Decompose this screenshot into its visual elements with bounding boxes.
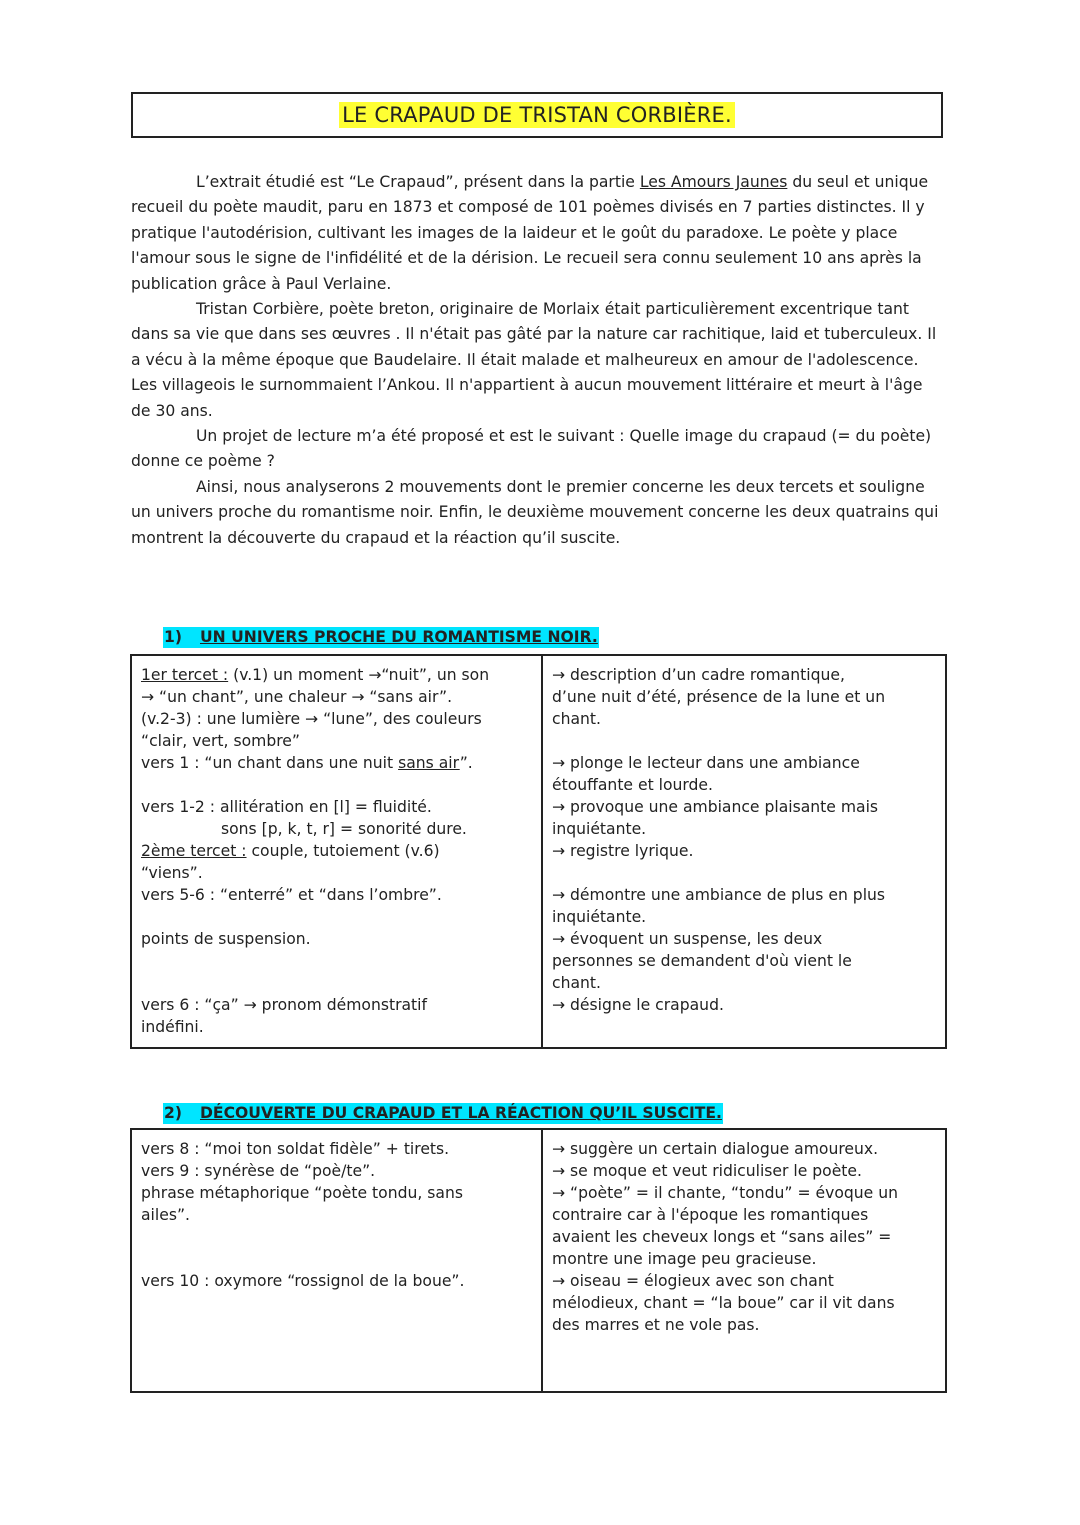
analysis-line: vers 9 : synérèse de “poè/te”. [141, 1162, 376, 1180]
interpretation-line: étouffante et lourde. [552, 776, 713, 794]
interpretation-line: chant. [552, 710, 601, 728]
interpretation-line: inquiétante. [552, 908, 647, 926]
interpretation-line: → provoque une ambiance plaisante mais [552, 798, 879, 816]
analysis-line: (v.1) un moment →“nuit”, un son [228, 666, 490, 684]
analysis-line: ”. [459, 754, 473, 772]
interpretation-line: inquiétante. [552, 820, 647, 838]
interpretation-line: contraire car à l'époque les romantiques [552, 1206, 869, 1224]
analysis-column [131, 655, 542, 1048]
table-row [131, 1129, 946, 1392]
intro-p1-text: L’extrait étudié est “Le Crapaud”, présent dans la partie [196, 173, 640, 191]
analysis-line: vers 1-2 : allitération en [l] = fluidité. [141, 798, 432, 816]
analysis-line: vers 1 : “un chant dans une nuit [141, 754, 399, 772]
interpretation-line: → oiseau = élogieux avec son chant [552, 1272, 834, 1290]
interpretation-line: → se moque et veut ridiculiser le poète. [552, 1162, 862, 1180]
analysis-line: vers 10 : oxymore “rossignol de la boue”. [141, 1272, 465, 1290]
book-title: Les Amours Jaunes [639, 173, 788, 191]
analysis-line: indéfini. [141, 1018, 204, 1036]
interpretation-line: d’une nuit d’été, présence de la lune et un [552, 688, 886, 706]
analysis-line: phrase métaphorique “poète tondu, sans [141, 1184, 463, 1202]
analysis-line: “clair, vert, sombre” [141, 732, 300, 750]
section-2-title: DÉCOUVERTE DU CRAPAUD ET LA RÉACTION QU’IL SUSCITE. [199, 1104, 722, 1122]
underlined-quote: sans air [398, 754, 460, 772]
title-box [131, 92, 943, 138]
intro-p1-text-cont: du seul et unique recueil du poète maudit, paru en 1873 et composé de 101 poèmes divisés en 7 parties distinctes. Il y pratique l'autodérision, cultivant les images de la laideur et le goût du paradoxe. Le poète y place l'amour sous le signe de l'infidélité et de la dérision. Le recueil sera connu seulement 10 ans après la publication grâce à Paul Verlaine. [131, 173, 929, 293]
interpretation-line: → désigne le crapaud. [552, 996, 724, 1014]
second-tercet-label: 2ème tercet : [141, 842, 247, 860]
analysis-column [131, 1129, 542, 1392]
section-1-title: UN UNIVERS PROCHE DU ROMANTISME NOIR. [199, 628, 598, 646]
section-2-heading [163, 1103, 723, 1124]
analysis-line: → “un chant”, une chaleur → “sans air”. [141, 688, 453, 706]
intro-paragraph-1 [131, 170, 943, 297]
analysis-line: points de suspension. [141, 930, 311, 948]
analysis-line: vers 8 : “moi ton soldat fidèle” + tirets. [141, 1140, 450, 1158]
section-1-table [130, 654, 947, 1049]
interpretation-line: chant. [552, 974, 601, 992]
section-1-heading [163, 627, 599, 648]
interpretation-line: des marres et ne vole pas. [552, 1316, 760, 1334]
table-row [131, 655, 946, 1048]
interpretation-line: avaient les cheveux longs et “sans ailes” = [552, 1228, 892, 1246]
introduction [131, 170, 943, 551]
analysis-line: vers 5-6 : “enterré” et “dans l’ombre”. [141, 886, 442, 904]
intro-paragraph-2: Tristan Corbière, poète breton, originaire de Morlaix était particulièrement excentrique tant dans sa vie que dans ses œuvres . Il n'était pas gâté par la nature car rachitique, laid et tuberculeux. Il a vécu à la même époque que Baudelaire. Il était malade et malheureux en amour de l'adolescence. Les villageois le surnommaient l’Ankou. Il n'appartient à aucun mouvement littéraire et meurt à l'âge de 30 ans. [131, 300, 937, 420]
interpretation-line: → “poète” = il chante, “tondu” = évoque un [552, 1184, 898, 1202]
section-2-number: 2) [164, 1104, 182, 1122]
interpretation-line: → suggère un certain dialogue amoureux. [552, 1140, 879, 1158]
interpretation-line: montre une image peu gracieuse. [552, 1250, 817, 1268]
analysis-line: vers 6 : “ça” → pronom démonstratif [141, 996, 427, 1014]
analysis-line: sons [p, k, t, r] = sonorité dure. [221, 820, 467, 838]
first-tercet-label: 1er tercet : [141, 666, 229, 684]
interpretation-line: → démontre une ambiance de plus en plus [552, 886, 886, 904]
analysis-line: couple, tutoiement (v.6) [246, 842, 440, 860]
analysis-line: (v.2-3) : une lumière → “lune”, des couleurs [141, 710, 482, 728]
interpretation-line: → description d’un cadre romantique, [552, 666, 845, 684]
intro-paragraph-3: Un projet de lecture m’a été proposé et est le suivant : Quelle image du crapaud (= du poète) donne ce poème ? [131, 427, 932, 471]
interpretation-line: mélodieux, chant = “la boue” car il vit dans [552, 1294, 895, 1312]
section-2-table [130, 1128, 947, 1393]
analysis-line: ailes”. [141, 1206, 190, 1224]
page-title: LE CRAPAUD DE TRISTAN CORBIÈRE. [339, 102, 735, 128]
interpretation-line: personnes se demandent d'où vient le [552, 952, 852, 970]
section-1-number: 1) [164, 628, 182, 646]
intro-paragraph-4: Ainsi, nous analyserons 2 mouvements dont le premier concerne les deux tercets et souligne un univers proche du romantisme noir. Enfin, le deuxième mouvement concerne les deux quatrains qui montrent la découverte du crapaud et la réaction qu’il suscite. [131, 477, 939, 547]
interpretation-line: → évoquent un suspense, les deux [552, 930, 823, 948]
interpretation-line: → registre lyrique. [552, 842, 694, 860]
interpretation-column [542, 655, 946, 1048]
interpretation-line: → plonge le lecteur dans une ambiance [552, 754, 860, 772]
analysis-line: “viens”. [141, 864, 203, 882]
interpretation-column [542, 1129, 946, 1392]
